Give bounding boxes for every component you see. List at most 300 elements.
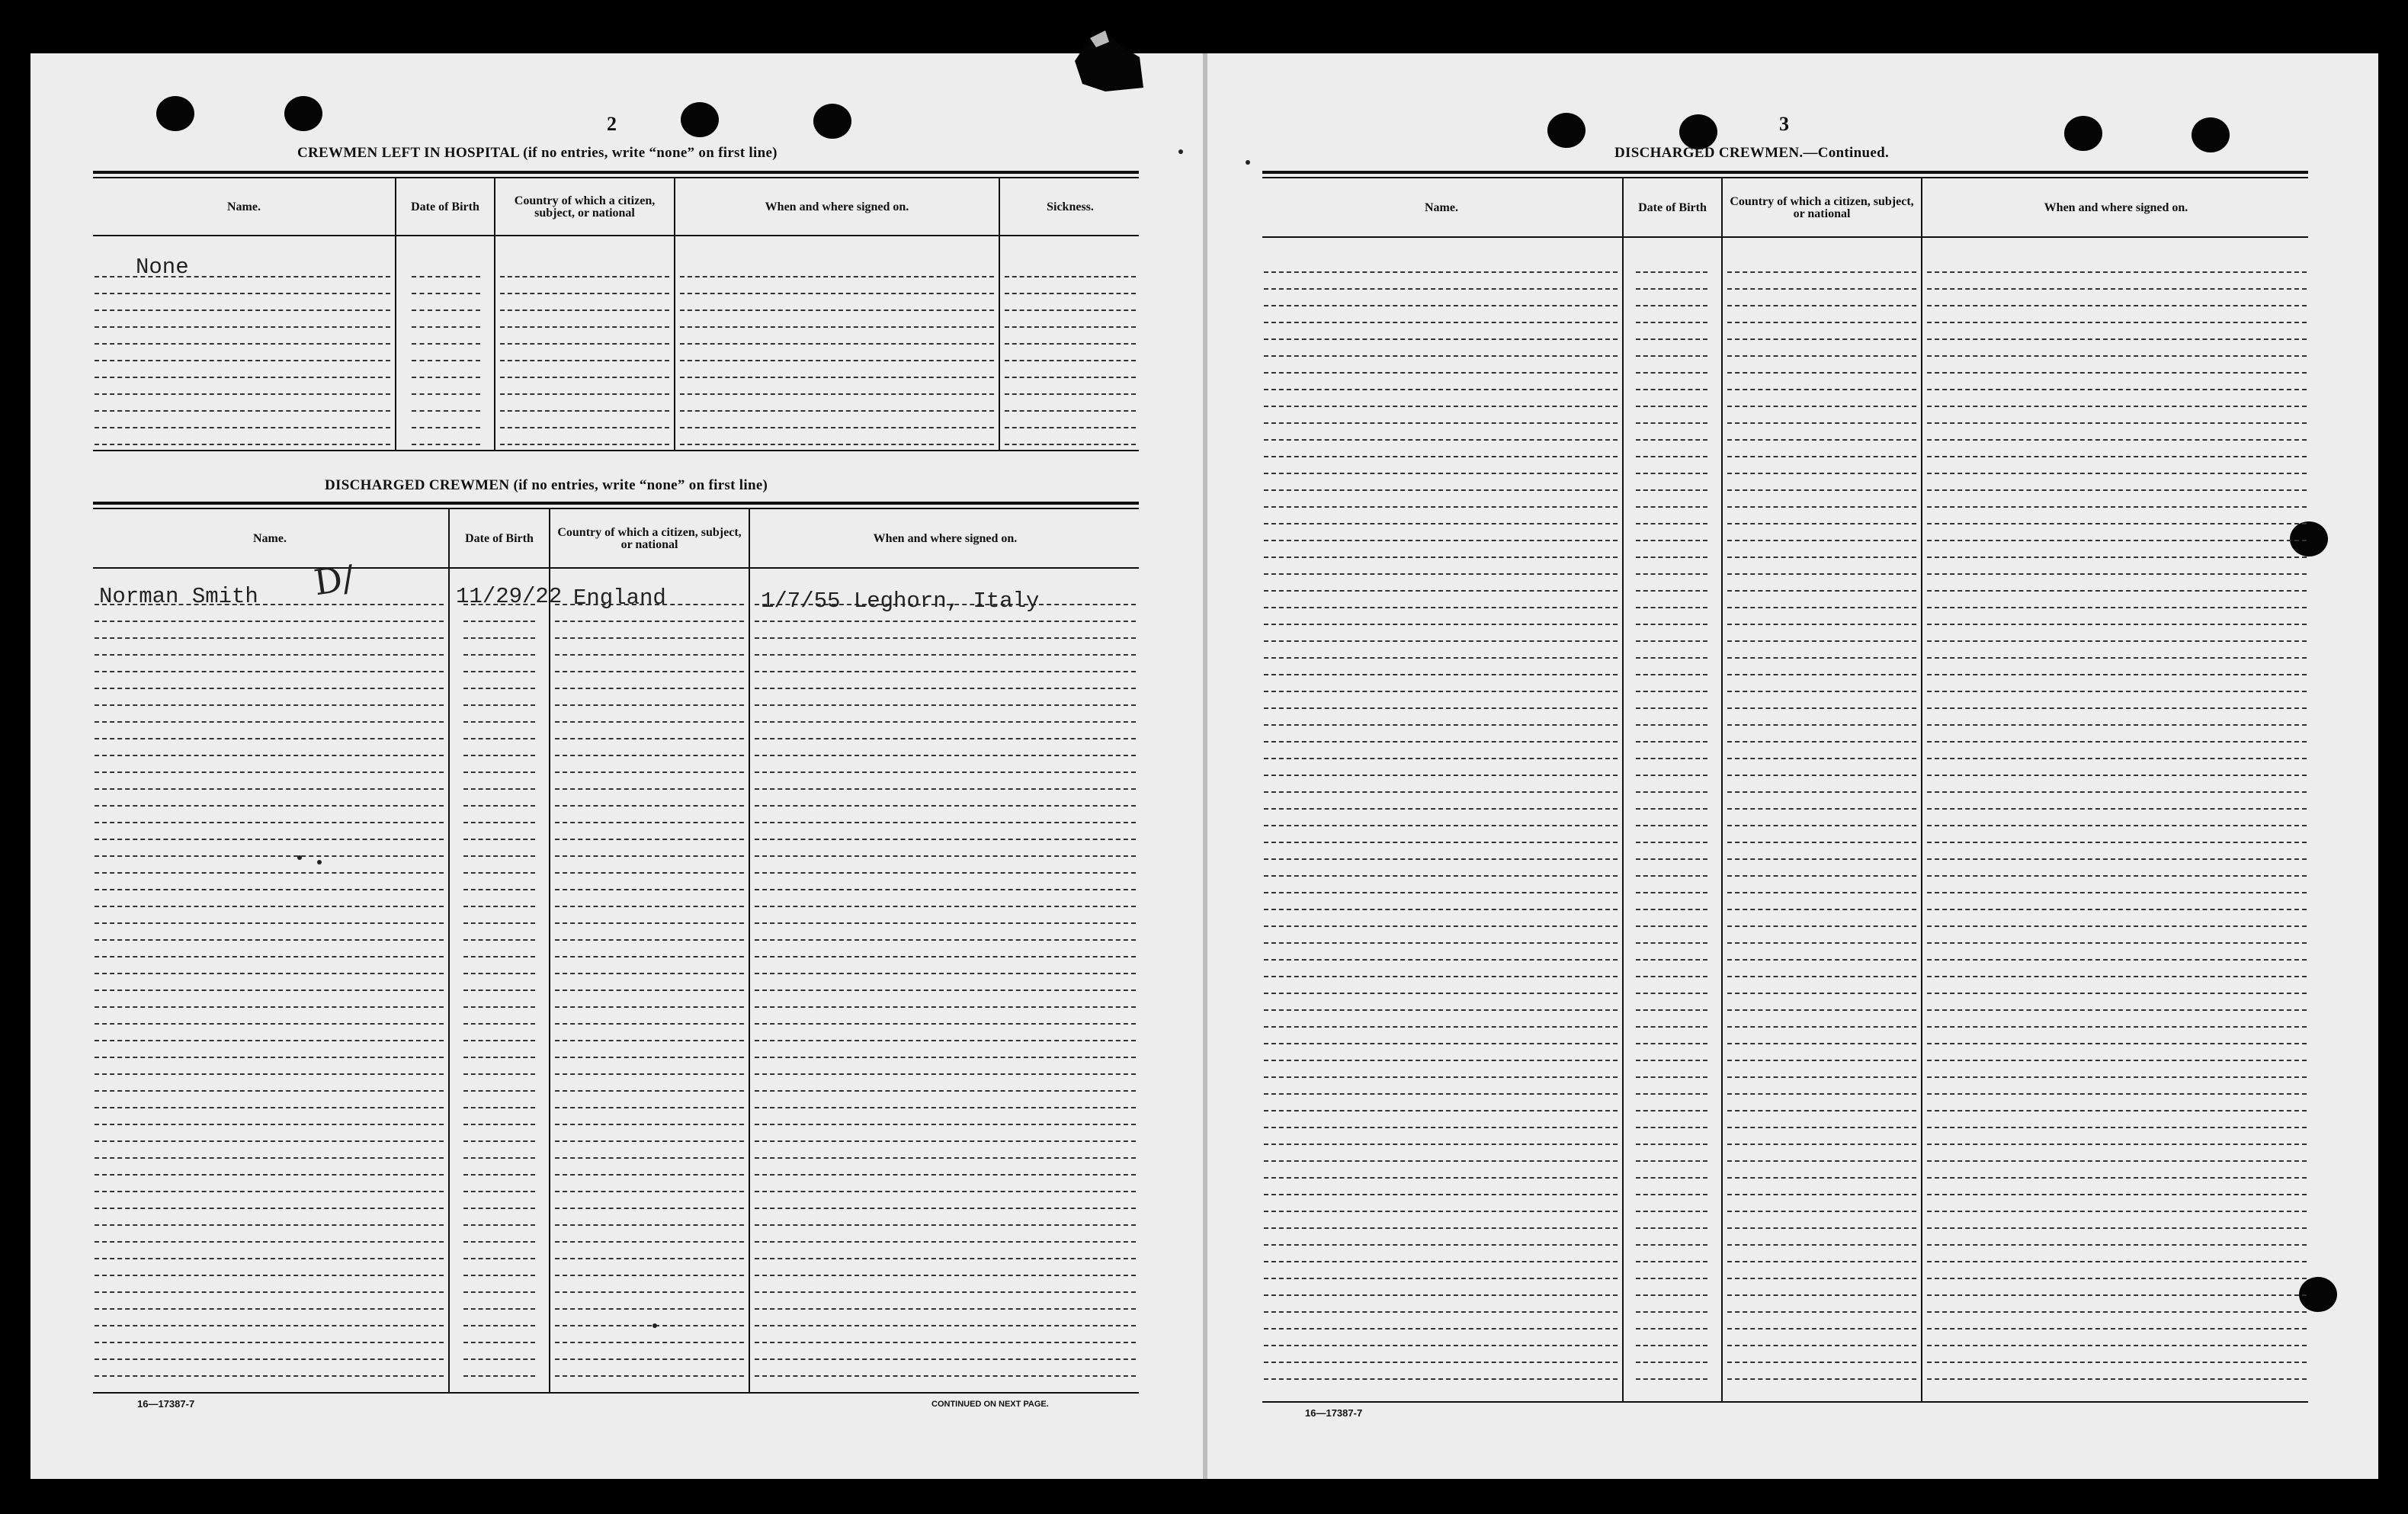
ruled-line [1636, 1261, 1707, 1262]
ruled-line [463, 1258, 535, 1259]
ruled-line [755, 889, 1136, 890]
ruled-line [500, 427, 669, 428]
ruled-line [95, 889, 444, 890]
ruled-line [95, 822, 444, 823]
ruled-line [463, 1073, 535, 1075]
ruled-line [680, 276, 994, 277]
hospital-section-title: CREWMEN LEFT IN HOSPITAL (if no entries, write “none” on first line) [297, 145, 778, 161]
ruled-line [1927, 825, 2307, 826]
ruled-line [755, 1124, 1136, 1125]
ruled-line [1927, 1194, 2307, 1195]
ruled-line [555, 637, 744, 639]
ruled-line [1264, 1110, 1618, 1111]
ruled-line [1727, 1009, 1916, 1011]
ruled-line [1727, 993, 1916, 994]
ruled-line [1727, 1227, 1916, 1229]
punch-hole [813, 104, 851, 139]
ruled-line [1927, 1328, 2307, 1330]
ruled-line [555, 1124, 744, 1125]
ruled-line [1727, 1160, 1916, 1162]
ruled-line [1264, 1362, 1618, 1363]
ruled-line [1927, 1345, 2307, 1346]
ruled-line [95, 1275, 444, 1276]
ruled-line [1264, 1244, 1618, 1246]
ruled-line [755, 1375, 1136, 1377]
ruled-line [755, 1107, 1136, 1108]
ruled-line [1727, 1362, 1916, 1363]
ruled-line [1927, 338, 2307, 340]
ruled-line [680, 377, 994, 378]
ruled-line [1727, 1378, 1916, 1380]
ruled-line [463, 637, 535, 639]
ruled-line [95, 1090, 444, 1092]
ruled-line [1264, 1144, 1618, 1145]
ruled-line [1927, 305, 2307, 306]
section-rule [1262, 177, 2308, 178]
ruled-line [555, 973, 744, 974]
ruled-line [1636, 489, 1707, 491]
ruled-line [1636, 959, 1707, 961]
ruled-line [1005, 377, 1136, 378]
ruled-line [1927, 1311, 2307, 1313]
ruled-line [1264, 1194, 1618, 1195]
ruled-line [1927, 590, 2307, 592]
ruled-line [95, 1375, 444, 1377]
ruled-line [1636, 758, 1707, 759]
ruled-line [555, 1224, 744, 1226]
ruled-line [555, 922, 744, 924]
column-divider [999, 178, 1000, 450]
hospital-signed-header: When and where signed on. [765, 200, 909, 213]
ruled-line [755, 1325, 1136, 1326]
ruled-line [1727, 1144, 1916, 1145]
ruled-line [1264, 976, 1618, 977]
ruled-line [1727, 741, 1916, 743]
punch-hole [681, 102, 719, 137]
ruled-line [755, 1157, 1136, 1159]
ruled-line [95, 1224, 444, 1226]
ruled-line [1927, 1060, 2307, 1061]
discharged-entry-name: Norman Smith [99, 584, 258, 609]
ruled-line [1636, 590, 1707, 592]
ruled-line [1727, 1328, 1916, 1330]
ruled-line [1636, 1043, 1707, 1044]
ruled-line [1927, 875, 2307, 877]
ruled-line [463, 1375, 535, 1377]
ruled-line [1727, 389, 1916, 390]
ruled-line [95, 922, 444, 924]
right-dob-header: Date of Birth [1638, 201, 1707, 214]
ruled-line [1264, 724, 1618, 726]
ruled-line [1727, 557, 1916, 558]
ruled-line [1264, 1227, 1618, 1229]
ruled-line [500, 360, 669, 361]
ruled-line [1636, 892, 1707, 893]
ruled-line [1727, 691, 1916, 692]
ruled-line [500, 377, 669, 378]
ruled-line [755, 637, 1136, 639]
ruled-line [1727, 724, 1916, 726]
ruled-line [1636, 657, 1707, 659]
ruled-line [1005, 410, 1136, 412]
ruled-line [755, 688, 1136, 689]
ruled-line [1636, 523, 1707, 524]
ruled-line [1727, 976, 1916, 977]
ruled-line [1636, 1328, 1707, 1330]
ruled-line [500, 393, 669, 395]
ruled-line [1727, 674, 1916, 675]
column-divider [1622, 178, 1624, 1403]
ruled-line [1264, 573, 1618, 575]
ruled-line [1927, 540, 2307, 541]
ruled-line [1927, 506, 2307, 508]
ruled-line [1927, 1177, 2307, 1179]
ruled-line [1927, 624, 2307, 625]
ruled-line [1727, 791, 1916, 793]
ruled-line [1264, 456, 1618, 457]
ruled-line [1264, 523, 1618, 524]
ruled-line [555, 1308, 744, 1310]
ruled-line [555, 1342, 744, 1343]
ruled-line [1264, 355, 1618, 357]
ruled-line [463, 1006, 535, 1008]
ruled-line [95, 805, 444, 807]
ruled-line [95, 1006, 444, 1008]
ruled-line [1264, 540, 1618, 541]
ruled-line [1264, 1127, 1618, 1128]
ruled-line [1727, 1110, 1916, 1111]
ruled-line [95, 1258, 444, 1259]
ruled-line [755, 1073, 1136, 1075]
ruled-line [755, 1224, 1136, 1226]
ruled-line [755, 1258, 1136, 1259]
ruled-line [463, 872, 535, 874]
ruled-line [1264, 993, 1618, 994]
ruled-line [1727, 456, 1916, 457]
ruled-line [1636, 1378, 1707, 1380]
ruled-line [463, 922, 535, 924]
ruled-line [1636, 1026, 1707, 1028]
ruled-line [1636, 1345, 1707, 1346]
discharged-dob-header: Date of Birth [465, 532, 534, 545]
ruled-line [1727, 909, 1916, 910]
ruled-line [755, 1308, 1136, 1310]
ruled-line [95, 855, 444, 857]
ruled-line [1005, 444, 1136, 445]
ruled-line [555, 1191, 744, 1192]
ruled-line [755, 822, 1136, 823]
ruled-line [1636, 791, 1707, 793]
ruled-line [1927, 959, 2307, 961]
ink-speck [317, 860, 322, 864]
ruled-line [1636, 1127, 1707, 1128]
ruled-line [500, 293, 669, 294]
ruled-line [1264, 1278, 1618, 1279]
ruled-line [1636, 925, 1707, 927]
ruled-line [1264, 674, 1618, 675]
ruled-line [1727, 657, 1916, 659]
ruled-line [555, 1208, 744, 1209]
ruled-line [1927, 942, 2307, 944]
ruled-line [1636, 271, 1707, 273]
ruled-line [1636, 976, 1707, 977]
ruled-line [755, 855, 1136, 857]
ruled-line [1927, 657, 2307, 659]
ruled-line [1264, 422, 1618, 424]
ruled-line [680, 410, 994, 412]
ruled-line [95, 360, 390, 361]
ruled-line [463, 1325, 535, 1326]
ruled-line [95, 410, 390, 412]
ruled-line [95, 906, 444, 907]
ruled-line [95, 1107, 444, 1108]
ruled-line [755, 973, 1136, 974]
ruled-line [1927, 1009, 2307, 1011]
ruled-line [755, 922, 1136, 924]
ruled-line [555, 1174, 744, 1176]
ruled-line [412, 326, 480, 328]
ruled-line [555, 990, 744, 991]
ruled-line [1927, 1076, 2307, 1078]
ruled-line [463, 906, 535, 907]
ruled-line [463, 688, 535, 689]
ruled-line [95, 1057, 444, 1058]
ruled-line [1927, 1261, 2307, 1262]
column-divider [448, 509, 450, 1392]
ruled-line [755, 1191, 1136, 1192]
ruled-line [1636, 1194, 1707, 1195]
ruled-line [463, 1157, 535, 1159]
ruled-line [1636, 858, 1707, 860]
page-fold [1203, 53, 1207, 1479]
ruled-line [1636, 1362, 1707, 1363]
ruled-line [555, 1291, 744, 1293]
ink-speck [1178, 149, 1183, 154]
ruled-line [755, 839, 1136, 840]
ruled-line [95, 393, 390, 395]
ruled-line [1927, 925, 2307, 927]
ruled-line [1727, 1211, 1916, 1212]
ruled-line [755, 738, 1136, 739]
ruled-line [1927, 1144, 2307, 1145]
ruled-line [463, 771, 535, 773]
ruled-line [555, 855, 744, 857]
ruled-line [1636, 1311, 1707, 1313]
ruled-line [95, 654, 444, 656]
ruled-line [412, 410, 480, 412]
ruled-line [1264, 875, 1618, 877]
ruled-line [1636, 674, 1707, 675]
ruled-line [1927, 724, 2307, 726]
ruled-line [1264, 489, 1618, 491]
ruled-line [1264, 322, 1618, 323]
column-divider [549, 509, 550, 1392]
right-signed-header: When and where signed on. [2044, 201, 2188, 214]
ink-speck [653, 1323, 657, 1328]
ruled-line [1727, 1278, 1916, 1279]
ruled-line [1927, 674, 2307, 675]
ruled-line [1636, 473, 1707, 474]
right-name-header: Name. [1425, 201, 1458, 214]
ruled-line [1727, 624, 1916, 625]
ruled-line [555, 906, 744, 907]
ruled-line [680, 310, 994, 311]
discharged-entry-signed: 1/7/55 Leghorn, Italy [761, 589, 1040, 614]
section-rule [1262, 171, 2308, 174]
ruled-line [755, 1358, 1136, 1360]
ruled-line [1727, 1076, 1916, 1078]
ink-speck [297, 855, 302, 860]
ruled-line [555, 805, 744, 807]
ruled-line [1264, 1378, 1618, 1380]
ruled-line [95, 1342, 444, 1343]
ruled-line [1927, 909, 2307, 910]
ruled-line [463, 1275, 535, 1276]
ruled-line [755, 755, 1136, 756]
ruled-line [412, 427, 480, 428]
ruled-line [755, 939, 1136, 941]
ruled-line [463, 956, 535, 957]
ruled-line [1727, 1244, 1916, 1246]
ruled-line [1927, 640, 2307, 642]
ruled-line [463, 1308, 535, 1310]
ruled-line [1727, 271, 1916, 273]
ruled-line [1927, 741, 2307, 743]
ruled-line [1927, 858, 2307, 860]
discharged-entry-country: England [573, 585, 666, 611]
ruled-line [1005, 393, 1136, 395]
ruled-line [1636, 842, 1707, 843]
ruled-line [1727, 1261, 1916, 1262]
ruled-line [500, 276, 669, 277]
ruled-line [1927, 1026, 2307, 1028]
ruled-line [755, 1006, 1136, 1008]
ruled-line [95, 771, 444, 773]
ruled-line [463, 1040, 535, 1041]
ruled-line [1636, 825, 1707, 826]
ruled-line [95, 872, 444, 874]
ruled-line [1727, 875, 1916, 877]
ruled-line [755, 906, 1136, 907]
ruled-line [1264, 1026, 1618, 1028]
ruled-line [500, 410, 669, 412]
ruled-line [1927, 758, 2307, 759]
section-end-rule [93, 1392, 1139, 1394]
ruled-line [95, 621, 444, 622]
ruled-line [95, 1073, 444, 1075]
ruled-line [1927, 1362, 2307, 1363]
ruled-line [1005, 326, 1136, 328]
ruled-line [463, 788, 535, 790]
ruled-line [1636, 1093, 1707, 1095]
ruled-line [555, 621, 744, 622]
ruled-line [1927, 523, 2307, 524]
ruled-line [1264, 640, 1618, 642]
ruled-line [95, 1358, 444, 1360]
page-number: 2 [607, 113, 617, 135]
ruled-line [1636, 1294, 1707, 1296]
ruled-line [463, 839, 535, 840]
ruled-line [555, 1040, 744, 1041]
torn-paper-corner [1075, 30, 1143, 91]
ruled-line [1264, 825, 1618, 826]
ruled-line [463, 1342, 535, 1343]
ruled-line [1264, 1009, 1618, 1011]
ruled-line [755, 704, 1136, 706]
ruled-line [555, 1107, 744, 1108]
ruled-line [1264, 707, 1618, 709]
ruled-line [755, 805, 1136, 807]
ruled-line [1264, 288, 1618, 290]
punch-hole [2064, 116, 2102, 151]
ruled-line [1927, 1244, 2307, 1246]
ruled-line [755, 1291, 1136, 1293]
ruled-line [1727, 942, 1916, 944]
ruled-line [1927, 422, 2307, 424]
ruled-line [1727, 422, 1916, 424]
ruled-line [95, 839, 444, 840]
ruled-line [500, 310, 669, 311]
ruled-line [1636, 1177, 1707, 1179]
ruled-line [1727, 1127, 1916, 1128]
ruled-line [1727, 892, 1916, 893]
column-divider [1921, 178, 1922, 1403]
ruled-line [412, 293, 480, 294]
right-country-header: Country of which a citizen, subject, or national [1730, 195, 1914, 220]
page-number: 3 [1779, 113, 1789, 135]
ruled-line [555, 654, 744, 656]
ruled-line [95, 1241, 444, 1243]
ruled-line [1636, 607, 1707, 608]
ruled-line [95, 343, 390, 345]
ruled-line [1264, 858, 1618, 860]
ruled-line [1636, 557, 1707, 558]
ruled-line [755, 1342, 1136, 1343]
ruled-line [1264, 439, 1618, 441]
ruled-line [1264, 1093, 1618, 1095]
ruled-line [412, 360, 480, 361]
punch-hole [284, 96, 322, 131]
ruled-line [1927, 389, 2307, 390]
ruled-line [755, 1023, 1136, 1025]
ruled-line [1636, 305, 1707, 306]
ruled-line [95, 326, 390, 328]
ruled-line [1927, 892, 2307, 893]
ruled-line [1927, 707, 2307, 709]
ruled-line [1264, 305, 1618, 306]
ruled-line [1927, 1227, 2307, 1229]
ruled-line [555, 822, 744, 823]
header-rule [93, 235, 1139, 236]
ruled-line [463, 990, 535, 991]
ruled-line [1636, 707, 1707, 709]
ruled-line [1636, 909, 1707, 910]
ruled-line [95, 704, 444, 706]
ruled-line [1636, 775, 1707, 776]
ruled-line [463, 805, 535, 807]
ruled-line [555, 721, 744, 723]
ruled-line [95, 293, 390, 294]
ruled-line [555, 939, 744, 941]
ruled-line [1927, 1110, 2307, 1111]
section-rule [93, 177, 1139, 178]
ruled-line [1264, 1261, 1618, 1262]
ruled-line [95, 1308, 444, 1310]
punch-hole [2290, 521, 2328, 557]
ruled-line [95, 637, 444, 639]
ruled-line [1264, 959, 1618, 961]
ruled-line [555, 1090, 744, 1092]
